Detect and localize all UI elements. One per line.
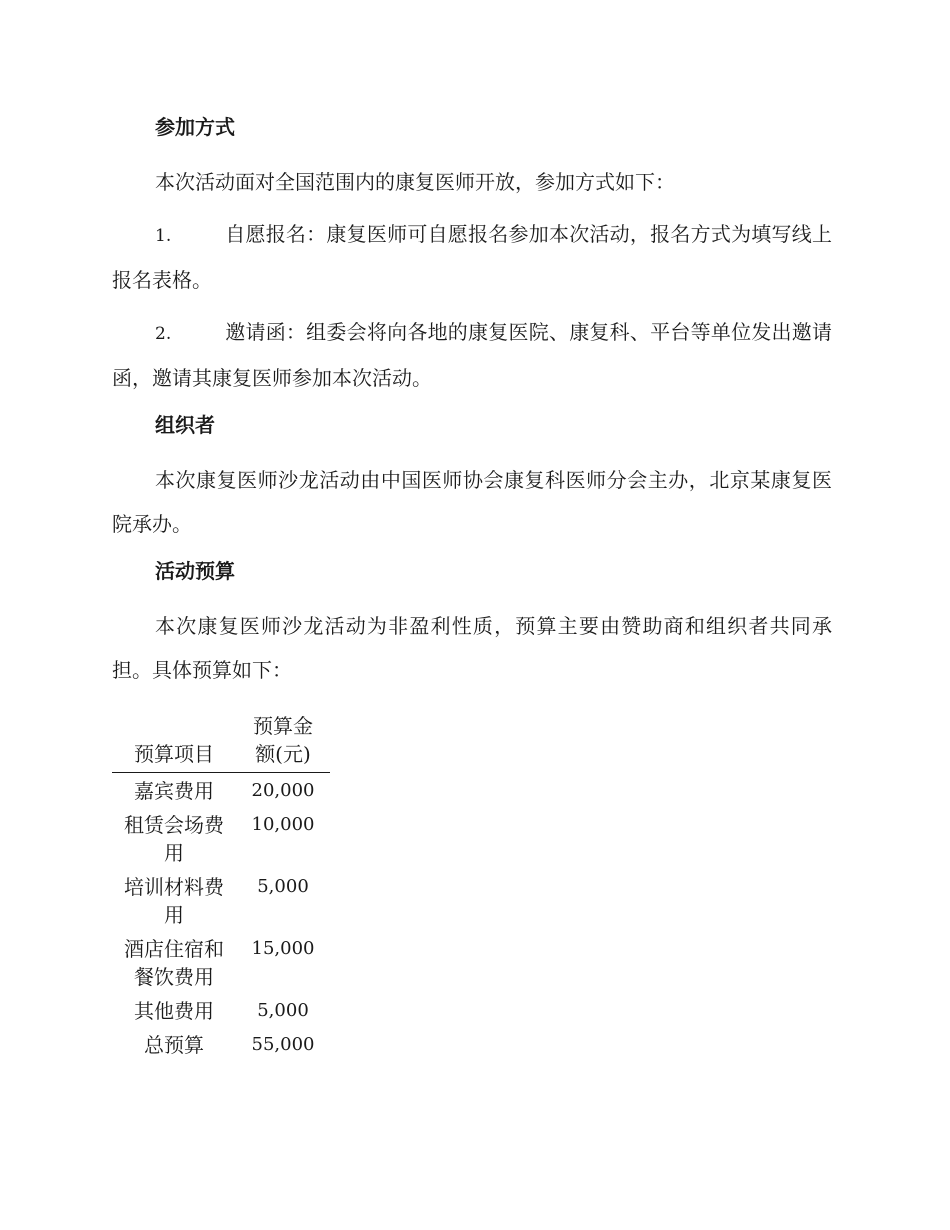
cell-item: 培训材料费用	[124, 875, 224, 927]
budget-text: 本次康复医师沙龙活动为非盈利性质，预算主要由赞助商和组织者共同承担。具体预算如下：	[112, 614, 832, 682]
cell-item: 总预算	[144, 1033, 204, 1057]
section-heading-participation: 参加方式	[155, 115, 235, 139]
cell-amount: 10,000	[251, 814, 315, 835]
cell-amount: 55,000	[251, 1034, 315, 1055]
organizer-text: 本次康复医师沙龙活动由中国医师协会康复科医师分会主办，北京某康复医院承办。	[112, 468, 832, 536]
table-row-total	[112, 1027, 330, 1061]
section-heading-organizer: 组织者	[155, 413, 215, 437]
cell-amount: 5,000	[257, 876, 309, 897]
cell-amount: 5,000	[257, 1000, 309, 1021]
list-item	[112, 212, 832, 302]
cell-item: 酒店住宿和餐饮费用	[124, 937, 224, 989]
cell-item: 其他费用	[134, 999, 214, 1023]
cell-item: 嘉宾费用	[134, 779, 214, 803]
cell-item: 租赁会场费用	[124, 813, 224, 865]
list-item-number: 1.	[155, 226, 172, 246]
table-row	[112, 993, 330, 1027]
cell-amount: 15,000	[251, 938, 315, 959]
table-row	[112, 807, 330, 869]
table-header-row	[112, 710, 330, 773]
section-heading-budget: 活动预算	[155, 559, 235, 583]
list-item-number: 2.	[155, 324, 172, 344]
table-row	[112, 869, 330, 931]
list-item-text: 邀请函：组委会将向各地的康复医院、康复科、平台等单位发出邀请函，邀请其康复医师参加本次活动。	[112, 320, 832, 390]
list-item	[112, 310, 832, 400]
budget-table	[112, 710, 330, 1061]
list-item-text: 自愿报名：康复医师可自愿报名参加本次活动，报名方式为填写线上报名表格。	[112, 222, 832, 292]
participation-intro: 本次活动面对全国范围内的康复医师开放，参加方式如下：	[155, 170, 675, 194]
document-body	[112, 112, 832, 1061]
column-header-amount: 预算金额(元)	[236, 710, 330, 773]
table-row	[112, 931, 330, 993]
table-row	[112, 773, 330, 808]
cell-amount: 20,000	[251, 780, 315, 801]
column-header-item: 预算项目	[112, 710, 236, 773]
